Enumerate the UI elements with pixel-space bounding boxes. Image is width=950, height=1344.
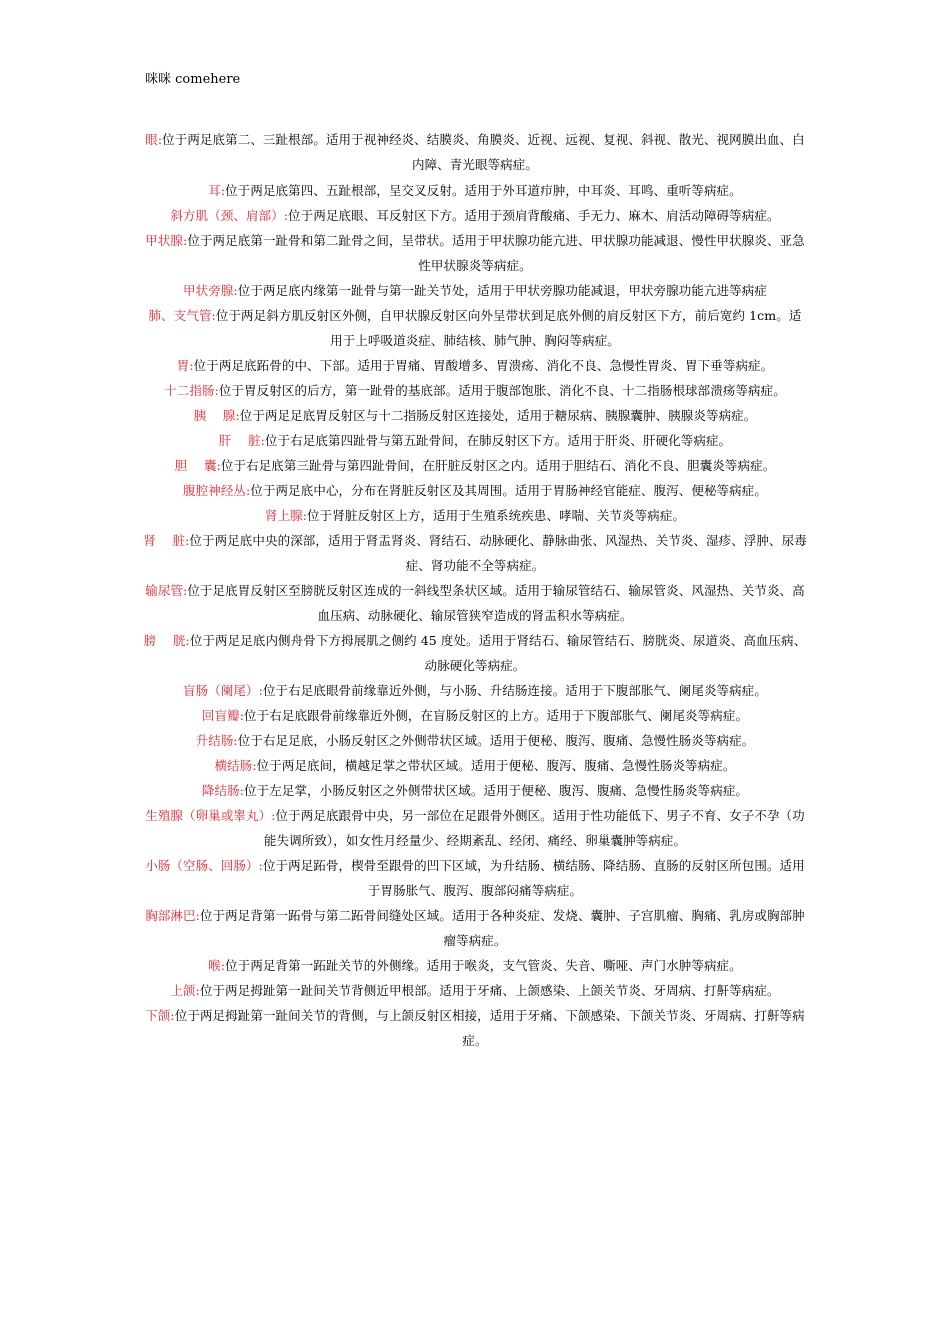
entry-duodenum: [143, 378, 807, 403]
entry-desc: 位于左足掌，小肠反射区之外侧带状区域。适用于便秘、腹泻、腹痛、急慢性肠炎等病症。: [244, 783, 749, 798]
entry-term: 耳:: [208, 183, 226, 198]
entry-term: 输尿管:: [145, 583, 188, 598]
entry-term: 喉:: [208, 958, 226, 973]
entry-term: 上颌:: [170, 983, 200, 998]
entry-stomach: [143, 353, 807, 378]
entry-trapezius: [143, 203, 807, 228]
entry-desc: 位于两足跖骨，楔骨至跟骨的凹下区域，为升结肠、横结肠、降结肠、直肠的反射区所包围。适用于胃肠胀气、腹泻、腹部闷痛等病症。: [262, 858, 805, 898]
entry-desc: 位于两足底第四、五趾根部，呈交叉反射。适用于外耳道疖肿，中耳炎、耳鸣、重听等病症。: [225, 183, 742, 198]
entry-chest-lymph: [143, 903, 807, 953]
entry-desc: 位于两足底内缘第一趾骨与第一趾关节处，适用于甲状旁腺功能减退，甲状旁腺功能亢进等病症: [237, 283, 767, 298]
entry-term: 小肠（空肠、回肠）:: [145, 858, 263, 873]
entry-term: 降结肠:: [201, 783, 245, 798]
entry-desc: 位于两足背第一跖趾关节的外侧缘。适用于喉炎，支气管炎、失音、嘶哑、声门水肿等病症。: [225, 958, 742, 973]
entry-term: 斜方肌（颈、肩部）:: [170, 208, 289, 223]
entry-pancreas: [143, 403, 807, 428]
entry-term: 胰 腺:: [193, 408, 240, 423]
entry-ileocecal-valve: [143, 703, 807, 728]
entry-desc: 位于两足底第二、三趾根部。适用于视神经炎、结膜炎、角膜炎、近视、远视、复视、斜视、散光、视网膜出血、白内障、青光眼等病症。: [162, 132, 805, 172]
entry-term: 升结肠:: [195, 733, 238, 748]
reflex-zone-list: [143, 127, 807, 1053]
entry-term: 生殖腺（卵巢或睾丸）:: [145, 808, 276, 823]
entry-gonads: [143, 803, 807, 853]
entry-lower-jaw: [143, 1003, 807, 1053]
entry-desc: 位于足底胃反射区至膀胱反射区连成的一斜线型条状区域。适用于输尿管结石、输尿管炎、风湿热、关节炎、高血压病、动脉硬化、输尿管狭窄造成的肾盂积水等病症。: [187, 583, 805, 623]
entry-term: 盲肠（阑尾）:: [183, 683, 263, 698]
entry-desc: 位于右足足底，小肠反射区之外侧带状区域。适用于便秘、腹泻、腹痛、急慢性肠炎等病症。: [237, 733, 755, 748]
entry-parathyroid: [143, 278, 807, 303]
entry-lung-bronchus: [143, 303, 807, 353]
entry-desc: 位于两足拇趾第一趾间关节背侧近甲根部。适用于牙痛、上颌感染、上颌关节炎、牙周病、打鼾等病症。: [199, 983, 780, 998]
entry-term: 胃:: [176, 358, 194, 373]
entry-liver: [143, 428, 807, 453]
entry-descending-colon: [143, 778, 807, 803]
entry-term: 胸部淋巴:: [145, 908, 200, 923]
entry-adrenal: [143, 503, 807, 528]
entry-desc: 位于肾脏反射区上方，适用于生殖系统疾患、哮喘、关节炎等病症。: [307, 508, 686, 523]
entry-ear: [143, 178, 807, 203]
entry-desc: 位于两足底间，横越足掌之带状区域。适用于便秘、腹泻、腹痛、急慢性肠炎等病症。: [256, 758, 736, 773]
entry-desc: 位于两足底跟骨中央，另一部位在足跟骨外侧区。适用于性功能低下、男子不育、女子不孕（功能失调所致），如女性月经量少、经期紊乱、经闭、痛经、卵巢囊肿等病症。: [263, 808, 805, 848]
entry-desc: 位于两足斜方肌反射区外侧，自甲状腺反射区向外呈带状到足底外侧的肩反射区下方，前后宽约 1cm。适用于上呼吸道炎症、肺结核、肺气肿、胸闷等病症。: [215, 308, 802, 348]
entry-bladder: [143, 628, 807, 678]
entry-term: 横结肠:: [214, 758, 257, 773]
entry-term: 肾上腺:: [264, 508, 308, 523]
entry-eye: [143, 127, 807, 177]
entry-term: 眼:: [145, 132, 163, 147]
entry-desc: 位于两足底中心，分布在肾脏反射区及其周围。适用于胃肠神经官能症、腹泻、便秘等病症。: [250, 483, 767, 498]
entry-desc: 位于两足底跖骨的中、下部。适用于胃痛、胃酸增多、胃溃疡、消化不良、急慢性胃炎、胃下垂等病症。: [193, 358, 774, 373]
entry-upper-jaw: [143, 978, 807, 1003]
entry-term: 回盲瓣:: [201, 708, 245, 723]
entry-desc: 位于两足足底胃反射区与十二指肠反射区连接处，适用于糖尿病、胰腺囊肿、胰腺炎等病症。: [239, 408, 757, 423]
entry-term: 肺、支气管:: [148, 308, 216, 323]
entry-term: 甲状腺:: [145, 233, 188, 248]
entry-desc: 位于两足底眼、耳反射区下方。适用于颈肩背酸痛、手无力、麻木、肩活动障碍等病症。: [288, 208, 780, 223]
entry-desc: 位于两足背第一跖骨与第二跖骨间缝处区域。适用于各种炎症、发烧、囊肿、子宫肌瘤、胸痛、乳房或胸部肿瘤等病症。: [199, 908, 805, 948]
entry-thyroid: [143, 228, 807, 278]
entry-term: 膀 胱:: [143, 633, 190, 648]
entry-celiac-plexus: [143, 478, 807, 503]
entry-term: 腹腔神经丛:: [183, 483, 251, 498]
page-header: 咪咪 comehere: [145, 72, 241, 87]
entry-small-intestine: [143, 853, 807, 903]
entry-term: 甲状旁腺:: [183, 283, 238, 298]
entry-ascending-colon: [143, 728, 807, 753]
entry-term: 肾 脏:: [143, 533, 190, 548]
entry-term: 十二指肠:: [164, 383, 219, 398]
entry-ureter: [143, 578, 807, 628]
entry-cecum: [143, 678, 807, 703]
entry-gallbladder: [143, 453, 807, 478]
entry-desc: 位于两足底第一趾骨和第二趾骨之间，呈带状。适用于甲状腺功能亢进、甲状腺功能减退、慢性甲状腺炎、亚急性甲状腺炎等病症。: [187, 233, 805, 273]
entry-throat: [143, 953, 807, 978]
entry-desc: 位于右足底跟骨前缘靠近外侧，在盲肠反射区的上方。适用于下腹部胀气、阑尾炎等病症。: [244, 708, 749, 723]
entry-kidney: [143, 528, 807, 578]
entry-desc: 位于两足足底内侧舟骨下方拇展肌之侧约 45 度处。适用于肾结石、输尿管结石、膀胱炎、尿道炎、高血压病、动脉硬化等病症。: [189, 633, 807, 673]
entry-desc: 位于两足底中央的深部，适用于肾盂肾炎、肾结石、动脉硬化、静脉曲张、风湿热、关节炎、湿疹、浮肿、尿毒症、肾功能不全等病症。: [189, 533, 807, 573]
entry-transverse-colon: [143, 753, 807, 778]
entry-term: 肝 脏:: [218, 433, 265, 448]
entry-desc: 位于右足底第三趾骨与第四趾骨间，在肝脏反射区之内。适用于胆结石、消化不良、胆囊炎等病症。: [220, 458, 776, 473]
entry-desc: 位于胃反射区的后方，第一趾骨的基底部。适用于腹部饱胀、消化不良、十二指肠根球部溃疡等病症。: [218, 383, 786, 398]
entry-term: 下颌:: [145, 1008, 175, 1023]
entry-desc: 位于右足底第四趾骨与第五趾骨间，在肺反射区下方。适用于肝炎、肝硬化等病症。: [264, 433, 732, 448]
entry-desc: 位于右足底眼骨前缘靠近外侧，与小肠、升结肠连接。适用于下腹部胀气、阑尾炎等病症。: [262, 683, 767, 698]
entry-desc: 位于两足拇趾第一趾间关节的背侧，与上颌反射区相接，适用于牙痛、下颌感染、下颌关节炎、牙周病、打鼾等病症。: [174, 1008, 805, 1048]
entry-term: 胆 囊:: [174, 458, 221, 473]
